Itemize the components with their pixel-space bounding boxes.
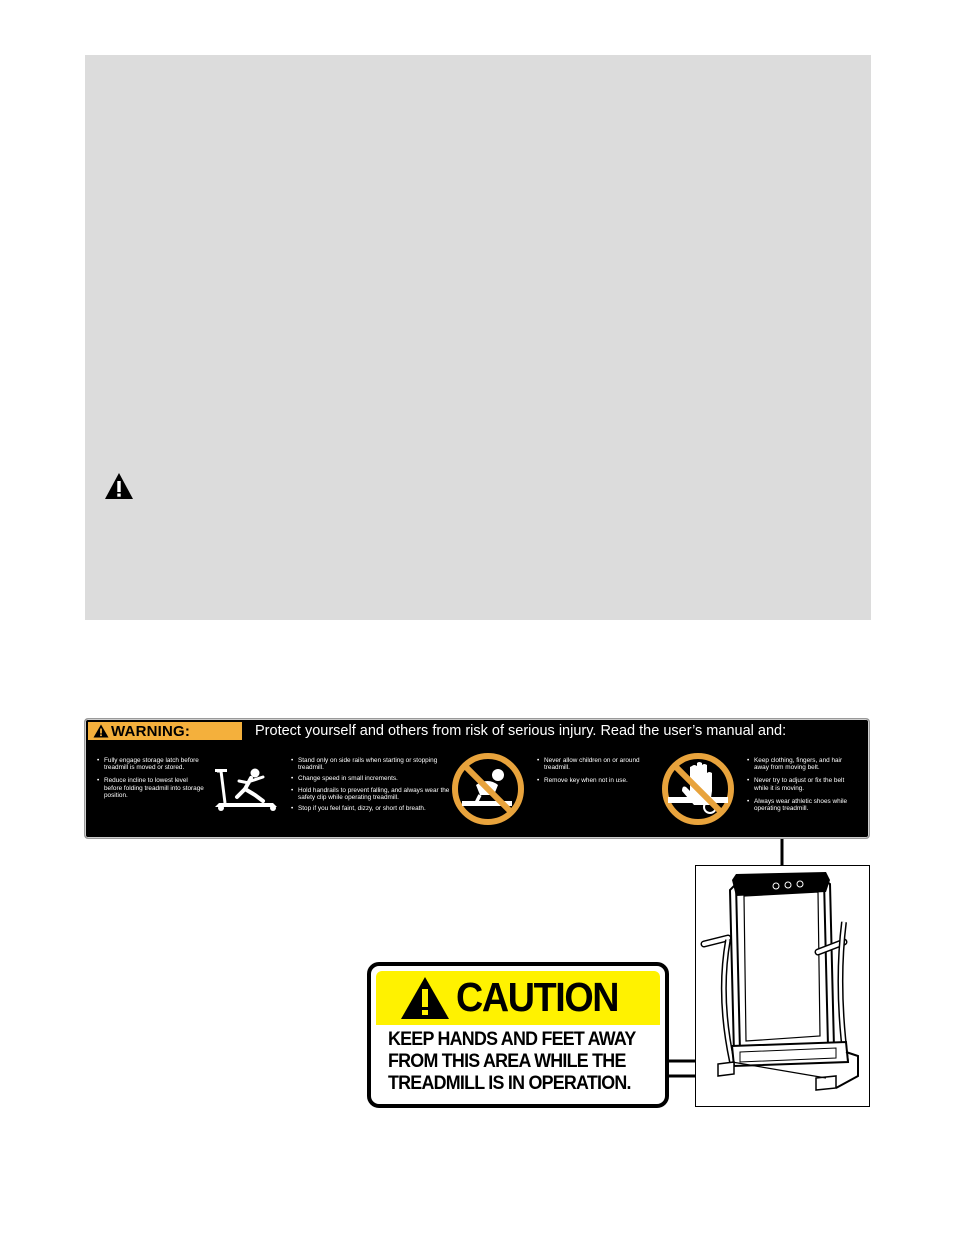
- warning-item: • Remove key when not in use.: [537, 777, 647, 784]
- warning-item: • Reduce incline to lowest level before folding treadmill into storage position.: [97, 777, 207, 799]
- caution-decal: [367, 962, 669, 1108]
- warning-item: • Change speed in small increments.: [291, 775, 451, 782]
- caution-line: TREADMILL IS IN OPERATION.: [388, 1073, 631, 1094]
- warning-headline: Protect yourself and others from risk of serious injury. Read the user’s manual and:: [255, 723, 787, 739]
- warning-triangle-icon: [400, 976, 450, 1020]
- warning-item: • Hold handrails to prevent falling, and always wear the safety clip while operating treadmill.: [291, 787, 451, 801]
- warning-item: • Always wear athletic shoes while operating treadmill.: [747, 798, 857, 812]
- treadmill-illustration: [695, 865, 870, 1107]
- treadmill-drawing: [696, 866, 869, 1106]
- warning-item: • Stop if you feel faint, dizzy, or short of breath.: [291, 805, 451, 812]
- warning-tag-text: WARNING:: [111, 722, 191, 740]
- caution-header: [376, 971, 660, 1025]
- caution-line: KEEP HANDS AND FEET AWAY: [388, 1029, 636, 1050]
- caution-heading: CAUTION: [456, 974, 619, 1020]
- warning-item: • Stand only on side rails when starting or stopping treadmill.: [291, 757, 451, 771]
- warning-item: • Never allow children on or around treadmill.: [537, 757, 647, 771]
- caution-line: FROM THIS AREA WHILE THE: [388, 1051, 626, 1072]
- warning-item: • Never try to adjust or fix the belt while it is moving.: [747, 777, 857, 791]
- caution-text: [388, 1029, 651, 1095]
- warning-item: • Keep clothing, fingers, and hair away from moving belt.: [747, 757, 857, 771]
- warning-item: • Fully engage storage latch before treadmill is moved or stored.: [97, 757, 207, 771]
